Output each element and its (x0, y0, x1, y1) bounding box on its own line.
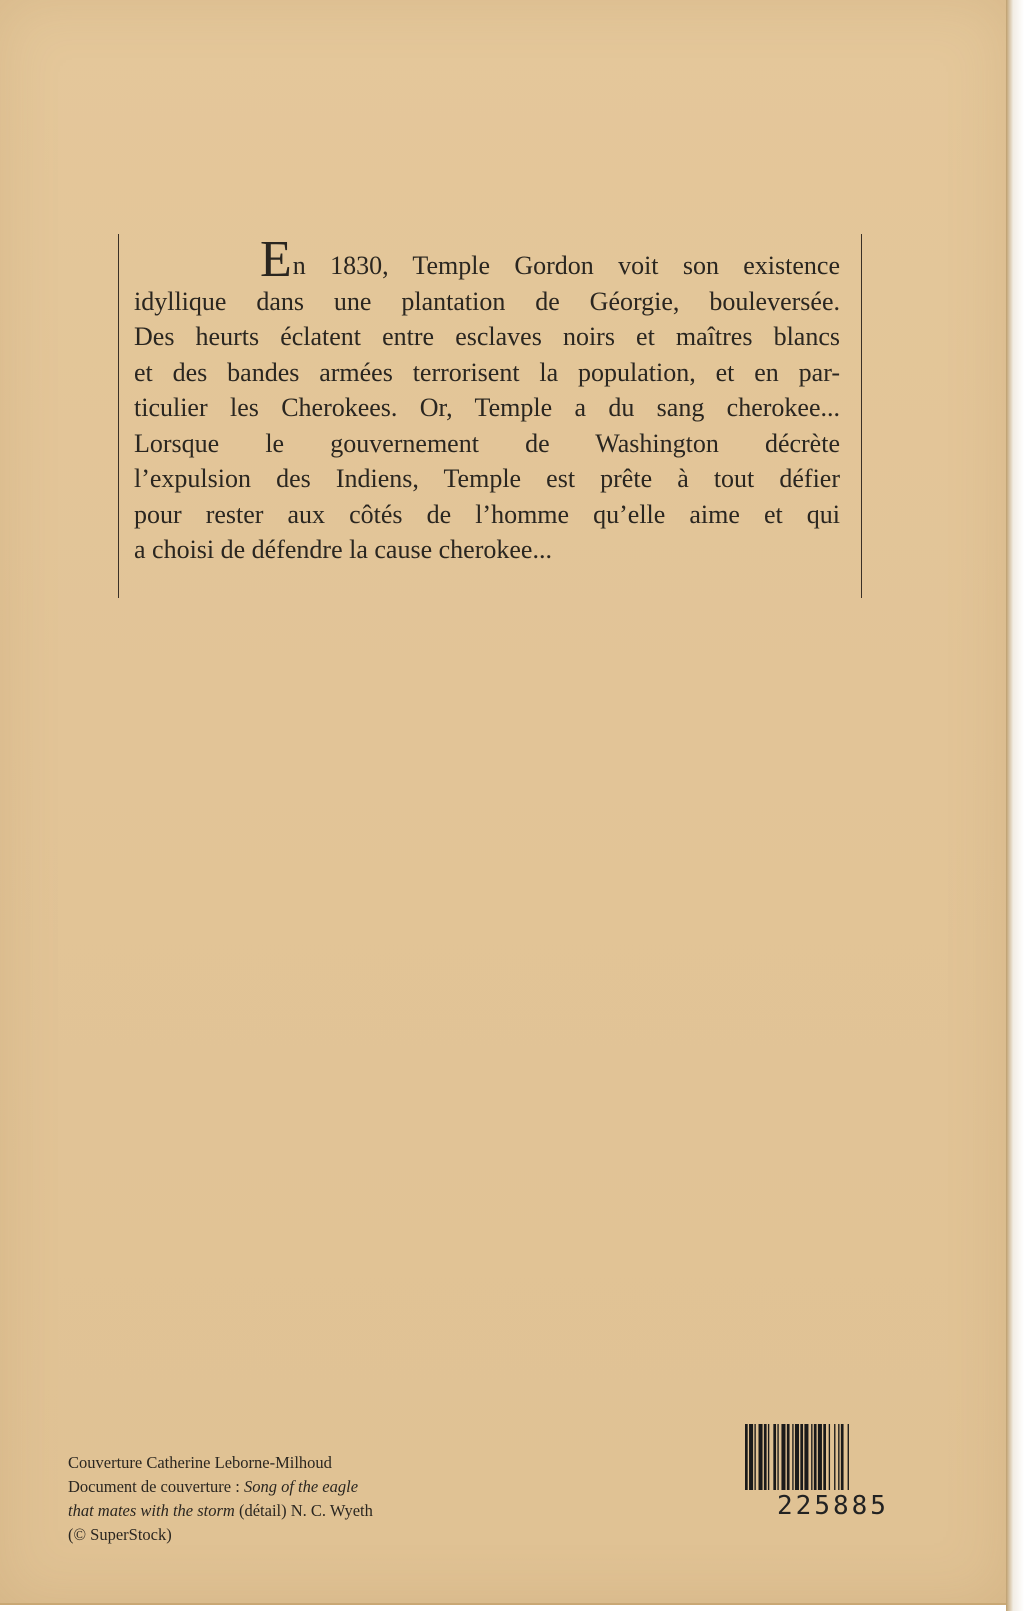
blurb-line-3: Des heurts éclatent entre esclaves noirs et maîtres blancs (134, 322, 840, 351)
barcode-bar (773, 1424, 776, 1490)
credit-artwork: that mates with the storm (détail) N. C. Wyeth (68, 1501, 373, 1520)
barcode-bar (764, 1424, 767, 1490)
barcode-bar (838, 1424, 839, 1490)
barcode-bar (745, 1424, 748, 1490)
drop-cap: E (260, 231, 292, 288)
barcode-bar (749, 1424, 753, 1490)
barcode-bar (759, 1424, 763, 1490)
barcode-number: 225885 (777, 1491, 889, 1521)
blurb-line-1: En 1830, Temple Gordon voit son existence (260, 231, 840, 288)
barcode-bar (781, 1424, 785, 1490)
barcode-bar (792, 1424, 793, 1490)
credit-copyright: (© SuperStock) (68, 1525, 172, 1544)
barcode-bar (768, 1424, 769, 1490)
blurb-line-6: Lorsque le gouvernement de Washington décrète (134, 428, 840, 458)
blurb-line-5: ticulier les Cherokees. Or, Temple a du sang cherokee... (134, 393, 840, 422)
barcode-bar (848, 1424, 849, 1490)
barcode-bar (823, 1424, 826, 1490)
blurb-frame (118, 231, 862, 598)
barcode-bar (841, 1424, 844, 1490)
barcode-bar (834, 1424, 835, 1490)
barcode-bar (814, 1424, 817, 1490)
barcode-bar (754, 1424, 755, 1490)
cover-credits (68, 1451, 373, 1547)
barcode (745, 1424, 921, 1490)
barcode-bar (829, 1424, 830, 1490)
blurb-line-8: pour rester aux côtés de l’homme qu’elle aime et qui (134, 499, 840, 529)
credit-designer: Couverture Catherine Leborne-Milhoud (68, 1453, 332, 1472)
barcode-bar (787, 1424, 790, 1490)
page-edge (1006, 0, 1024, 1611)
credit-document: Document de couverture : Song of the eagle (68, 1477, 359, 1496)
barcode-bar (795, 1424, 799, 1490)
barcode-bar (818, 1424, 822, 1490)
blurb-line-7: l’expulsion des Indiens, Temple est prête à tout défier (134, 464, 840, 493)
blurb-text (134, 231, 840, 568)
blurb-line-4: et des bandes armées terrorisent la population, et en par- (134, 357, 840, 387)
blurb-line-2: idyllique dans une plantation de Géorgie, bouleversée. (134, 286, 840, 316)
barcode-bar (800, 1424, 803, 1490)
barcode-bar (804, 1424, 808, 1490)
blurb-line-9: a choisi de défendre la cause cherokee... (134, 535, 552, 564)
barcode-bar (777, 1424, 778, 1490)
barcode-bar (811, 1424, 812, 1490)
